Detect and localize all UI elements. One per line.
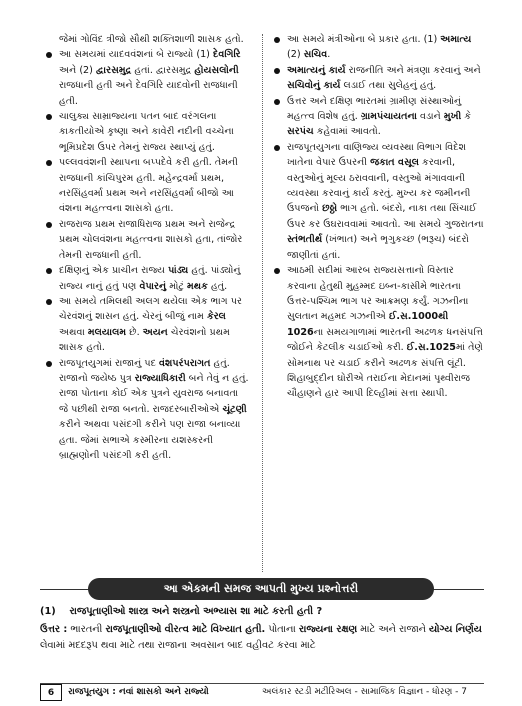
continued-text: જેમાં ગોવિંદ ત્રીજો સૌથી શક્તિશાળી શાસક હતો. — [59, 34, 244, 45]
item-text: રાજધાની હતી અને દેવગિરિ યાદવોની રાજધાની હતી. — [59, 80, 238, 107]
item-text: મોટું — [166, 280, 187, 292]
bullet-dot-icon — [274, 37, 280, 43]
bullet-item — [274, 140, 484, 263]
bullet-dot-icon — [274, 68, 280, 74]
page-number: 6 — [40, 684, 62, 701]
answer-bold-3: યોગ્ય નિર્ણય — [429, 624, 482, 635]
bullet-item — [274, 32, 484, 63]
answer-mid: પોતાના — [265, 624, 299, 635]
bullet-item — [46, 155, 250, 217]
item-text: રાજપૂતયુગમાં રાજાનું પદ — [59, 357, 160, 369]
bullet-dot-icon — [46, 268, 52, 274]
bullet-dot-icon — [46, 299, 52, 305]
left-column — [46, 32, 250, 463]
bold-term: અમાત્યનું કાર્ય — [287, 64, 346, 76]
bullet-item — [274, 263, 484, 402]
bullet-item — [274, 94, 484, 140]
bullet-dot-icon — [46, 361, 52, 367]
bold-term: વેપારનું — [139, 280, 167, 292]
bold-term: મલયાલમ — [87, 326, 127, 338]
bullet-dot-icon — [46, 114, 52, 120]
answer-bold-1: રાજપૂતાણીઓ વીરત્વ માટે વિખ્યાત હતી. — [105, 624, 266, 635]
bold-term: સરપંચ — [287, 126, 314, 138]
item-text: લડાઈ તથા સુલેહનું હતું. — [340, 80, 437, 92]
bold-term: પાંડ્ય — [168, 265, 189, 277]
bold-term: ઈ.સ.1025 — [406, 342, 456, 354]
answer-tail: લેવામાં મદદરૂપ થવા માટે તથા રાજાના અવસાન બાદ વહીવટ કરવા માટે — [40, 640, 316, 651]
bullet-item — [46, 294, 250, 356]
item-text: અથવા — [59, 326, 88, 338]
bold-term: મથક — [187, 280, 208, 292]
bold-term: ઈ.સ.1000થી 1026 — [287, 311, 449, 338]
question-text: રાજપૂતાણીઓ શાસ્ત્ર અને શસ્ત્રનો અભ્યાસ શા માટે કરતી હતી ? — [69, 606, 323, 617]
bullet-item — [46, 217, 250, 263]
bullet-item — [46, 47, 250, 109]
page-footer — [40, 683, 484, 700]
item-text: હતાં. દ્વારસમુદ્ર — [131, 64, 195, 76]
item-text: . — [327, 49, 331, 61]
item-text: છે. — [126, 326, 143, 338]
answer — [40, 622, 488, 654]
item-text: કરવાની, વસ્તુઓનું મૂલ્ય ઠરાવવાની, વસ્તુઓ મંગાવવાની વ્યવસ્થા કરવાનું કાર્ય કરતું. મુખ્ય કર જમીનની ઉપજનો — [287, 157, 471, 215]
question-number: (1) — [40, 606, 56, 617]
item-text: આ સમયે તમિલથી અલગ થયેલા એક ભાગ પર ચેરવંશનું શાસન હતું. ચેરનું બીજું નામ — [59, 295, 242, 323]
bullet-dot-icon — [46, 160, 52, 166]
right-column — [274, 32, 484, 402]
item-text: માં તેણે સોમનાથ પર ચડાઈ કરીને અઢળક સંપત્તિ લૂંટી. શિહાબુદ્દીન ઘોરીએ તરાઈના મેદાનમાં પૃથ્વીરાજ ચૌહાણને હાર આપી દિલ્હીમાં સત્તા સ્થાપી. — [287, 342, 483, 400]
bullet-dot-icon — [46, 52, 52, 58]
bullet-item — [274, 63, 484, 94]
item-text: વડાને — [417, 111, 444, 123]
item-text: આ સમયે મંત્રીઓના બે પ્રકાર હતા. (1) — [287, 34, 441, 45]
answer-pre: ભારતની — [67, 624, 106, 635]
section-banner: આ એકમની સમજ આપતી મુખ્ય પ્રશ્નોત્તરી — [88, 578, 434, 600]
bullet-item — [46, 109, 250, 155]
item-text: રાજપૂતયુગના વાણિજ્ય વ્યવસ્થા વિભાગ વિદેશ ખાતેના વેપાર ઉપરની — [287, 141, 466, 169]
item-text: ઉત્તર અને દક્ષિણ ભારતમાં ગ્રામીણ સંસ્થાઓનું મહત્ત્વ વિશેષ હતું. — [287, 95, 462, 123]
chapter-title: રાજપૂતયુગ : નવાં શાસકો અને રાજ્યો — [68, 687, 209, 697]
bullet-item — [46, 263, 250, 294]
answer-label: ઉત્તર : — [40, 624, 68, 635]
answer-post: માટે અને રાજાને — [357, 624, 430, 635]
item-text: કે — [461, 111, 472, 123]
bold-term: છઠ્ઠો — [322, 203, 338, 215]
bold-term: અમાત્ય — [440, 34, 472, 45]
bullet-dot-icon — [46, 222, 52, 228]
bold-term: મુખી — [443, 111, 462, 123]
bold-term: હોયસલોની — [194, 64, 239, 76]
item-text: હતું. — [207, 280, 228, 292]
bold-term: સચિવ — [303, 49, 328, 61]
bold-term: રાજ્યાધિકારી — [134, 372, 186, 384]
item-text: બને તેવું ન હતું. રાજા પોતાના કોઈ એક પુત્રને યુવરાજ બનાવતા જે પછીથી રાજા બનતો. રાજદરબારીઓએ — [59, 372, 249, 415]
item-text: ભાગ હતો. બંદરો, નાકા તથા સિંચાઈ ઉપર કર ઉઘરાવવામાં આવતો. આ સમયે ગુજરાતના — [287, 203, 484, 230]
item-text: ચેરવંશનો પ્રથમ શાસક હતો. — [59, 326, 230, 354]
item-text: પલ્લવવંશની સ્થાપના બપ્પદેવે કરી હતી. તેમની રાજધાની કાંચિપુરમ હતી. મહેન્દ્રવર્મા પ્રથમ, નરસિંહવર્મા પ્રથમ અને નરસિંહવર્મા બીજો આ વંશના મહત્ત્વના શાસકો હતા. — [59, 157, 238, 215]
column-divider — [262, 34, 263, 572]
item-text: (ખંભાત) અને ભૃગુકચ્છ (ભરૂચ) બંદરો જાણીતાં હતાં. — [287, 234, 469, 261]
item-text: હતું. પાંડ્યોનું રાજ્ય નાનું હતું પણ — [59, 265, 241, 292]
bold-term: વંશપરંપરાગત — [159, 357, 211, 369]
bold-term: સચિવોનું કાર્ય — [287, 80, 341, 92]
item-text: (2) — [287, 49, 304, 61]
book-title: અલંકાર સ્ટડી મટીરિઅલ - સામાજિક વિજ્ઞાન - ધોરણ - 7 — [262, 687, 467, 697]
question — [40, 604, 488, 620]
bold-term: દ્વારસમુદ્ર — [95, 64, 132, 76]
item-text: ના સમયગાળામાં ભારતની અઢળક ધનસંપત્તિ જોઈને કેટલીક ચડાઈઓ કરી. — [287, 326, 483, 354]
item-text: કહેવામાં આવતો. — [313, 126, 381, 138]
bold-term: અયન — [142, 326, 168, 338]
bold-term: જકાત વસૂલ — [370, 157, 419, 169]
bold-term: ચૂંટણી — [222, 403, 247, 415]
bullet-dot-icon — [274, 99, 280, 105]
answer-bold-2: રાજ્યના રક્ષણ — [298, 624, 358, 635]
bold-term: કેરલ — [206, 311, 226, 323]
bullet-item — [46, 356, 250, 464]
bullet-dot-icon — [274, 145, 280, 151]
bold-term: સ્તંભતીર્થ — [287, 234, 323, 246]
item-text: રાજરાજ પ્રથમ રાજાધિરાજ પ્રથમ અને રાજેન્દ્ર પ્રથમ ચોલવંશના મહત્ત્વના શાસકો હતા, તાંજોર તેમની રાજધાની હતી. — [59, 218, 243, 261]
item-text: રાજનીતિ અને મંત્રણા કરવાનું અને — [345, 64, 481, 76]
item-text: હતું. રાજાનો જયેષ્ઠ પુત્ર — [59, 357, 230, 384]
item-text: આ સમયમાં યાદવવંશનાં બે રાજ્યો (1) — [59, 49, 213, 61]
item-text: કરીને અથવા પસંદગી કરીને પણ રાજા બનાવ્યા હતા. જેમાં સભાએ કસ્મીરના યશસ્કરની બ્રાહ્મણોની પસંદગી કરી હતી. — [59, 419, 241, 461]
bullet-dot-icon — [274, 268, 280, 274]
bold-term: દેવગિરિ — [212, 49, 241, 61]
item-text: આઠમી સદીમાં આરબ રાજ્યસત્તાનો વિસ્તાર કરવાના હેતુથી મુહમ્મદ ઇબ્ન-કાસીમે ભારતના ઉત્તર-પશ્ચિમ ભાગ પર આક્રમણ કર્યું. ગઝનીના સુલતાન મહમદ ગઝનીએ — [287, 265, 469, 323]
item-text: દક્ષિણનું એક પ્રાચીન રાજ્ય — [59, 265, 169, 277]
bold-term: ગ્રામપંચાયતના — [360, 111, 417, 123]
item-text: ચાલુક્ય સામ્રાજ્યના પતન બાદ વરંગલના કાકતીયોએ કૃષ્ણા અને કાવેરી નદીની વચ્ચેના ભૂમિપ્રદેશ ઉપર તેમનું રાજ્ય સ્થાપ્યું હતું. — [59, 111, 234, 153]
item-text: અને (2) — [59, 64, 96, 76]
